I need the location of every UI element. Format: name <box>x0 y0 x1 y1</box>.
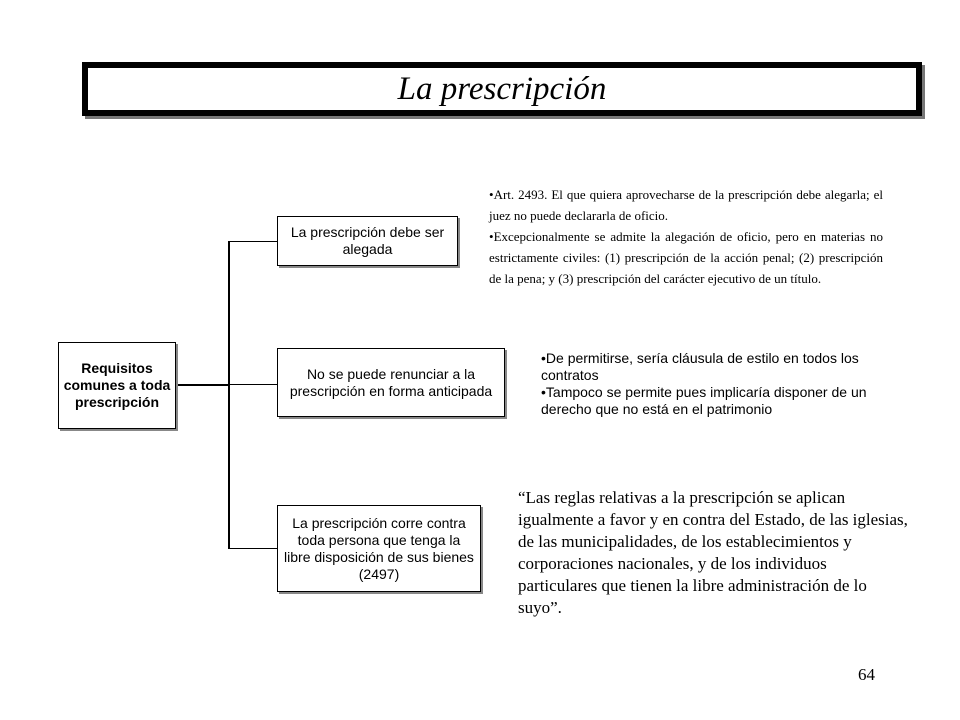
child-node-label: La prescripción debe ser alegada <box>290 224 445 257</box>
connector-branch-2 <box>228 384 277 385</box>
slide-title: La prescripción <box>397 70 607 107</box>
slide-title-box <box>82 62 922 116</box>
note-bullet: • Excepcionalmente se admite la alegación de oficio, pero en materias no estrictamente civiles: (1) prescripción de la acción penal; (2) prescripción de la pena; y (3) prescripción del carácter ejecutivo de un título. <box>489 226 883 289</box>
note-bullet: • Tampoco se permite pues implicaría disponer de un derecho que no está en el patrimonio <box>541 384 911 418</box>
connector-root-horizontal <box>176 384 229 386</box>
child-node-label: No se puede renunciar a la prescripción en forma anticipada <box>289 365 493 399</box>
child-node-label: La prescripción corre contra toda persona que tenga la libre disposición de sus bienes (2497) <box>284 514 474 582</box>
connector-branch-3 <box>228 548 277 549</box>
note-renuncia <box>541 350 911 418</box>
note-bullet: • Art. 2493. El que quiera aprovecharse de la prescripción debe alegarla; el juez no puede declararla de oficio. <box>489 184 883 226</box>
note-alegada <box>489 184 883 289</box>
child-node-renuncia <box>277 348 505 417</box>
root-node-label: Requisitos comunes a toda prescripción <box>63 360 171 410</box>
note-bullet: • De permitirse, sería cláusula de estilo en todos los contratos <box>541 350 911 384</box>
page-number: 64 <box>858 665 875 684</box>
root-node <box>58 342 176 429</box>
child-node-alegada <box>277 216 458 266</box>
connector-branch-1 <box>228 241 277 242</box>
quote-text: “Las reglas relativas a la prescripción se aplican igualmente a favor y en contra del Estado, de las iglesias, de las municipalidades, de los establecimientos y corporaciones nacionales, y de los individuos particulares que tienen la libre administración de lo suyo”. <box>518 488 908 617</box>
connector-vertical-trunk <box>228 241 230 549</box>
child-node-contra-toda-persona <box>277 505 481 592</box>
